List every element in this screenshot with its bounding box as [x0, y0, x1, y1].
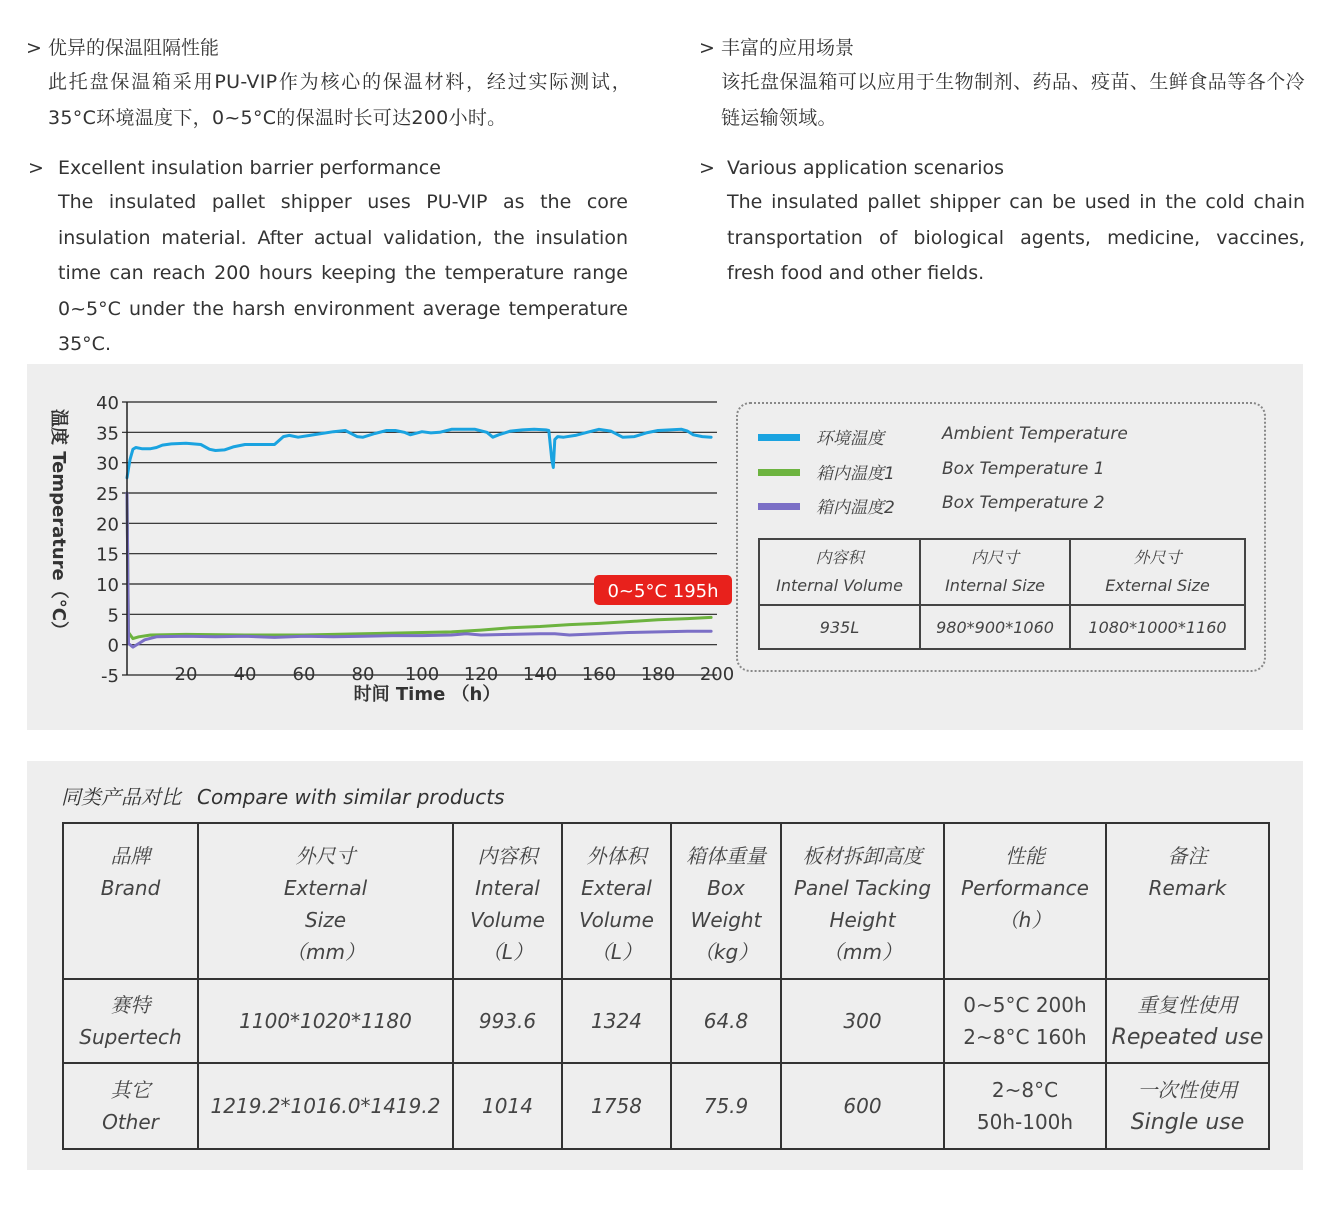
legend-label-cn: 箱内温度1: [816, 464, 895, 484]
duration-badge: [594, 575, 732, 605]
x-tick-label: 80: [351, 664, 375, 685]
series-line-1: [127, 429, 711, 478]
header-internal-volume: 内容积 Interal Volume （L）: [453, 823, 562, 979]
cell-weight: 75.9: [671, 1063, 781, 1149]
header-brand: 品牌 Brand: [63, 823, 198, 979]
feature-heading: Various application scenarios: [727, 157, 1005, 179]
feature-body: 该托盘保温箱可以应用于生物制剂、药品、疫苗、生鲜食品等各个冷链运输领域。: [721, 71, 1305, 129]
spec-external-size: 1080*1000*1160: [1070, 605, 1245, 649]
cell-weight: 64.8: [671, 979, 781, 1063]
x-tick-label: 40: [233, 664, 257, 685]
arrow-right-icon: >: [28, 157, 44, 179]
header-external-volume: 外体积 Exteral Volume （L）: [562, 823, 671, 979]
cell-performance: 0~5°C 200h 2~8°C 160h: [944, 979, 1106, 1063]
header-external-size: 外尺寸 External Size （mm）: [198, 823, 453, 979]
legend-label-en: Ambient Temperature: [942, 424, 1128, 444]
spec-internal-volume: 935L: [759, 605, 920, 649]
feature-application-cn: [699, 35, 1305, 136]
table-header-row: [63, 823, 1269, 979]
spec-header-internal-size: 内尺寸 Internal Size: [920, 539, 1070, 605]
x-tick-label: 200: [699, 664, 735, 685]
table-row: [63, 979, 1269, 1063]
arrow-right-icon: >: [26, 37, 42, 59]
cell-external-volume: 1758: [562, 1063, 671, 1149]
legend-swatch: [758, 503, 800, 510]
cell-internal-volume: 993.6: [453, 979, 562, 1063]
comparison-table: [62, 822, 1270, 1150]
cell-external-size: 1219.2*1016.0*1419.2: [198, 1063, 453, 1149]
spec-internal-size: 980*900*1060: [920, 605, 1070, 649]
spec-header-internal-volume: 内容积 Internal Volume: [759, 539, 920, 605]
feature-heading: 丰富的应用场景: [721, 37, 855, 59]
arrow-right-icon: >: [699, 37, 715, 59]
cell-brand: 赛特 Supertech: [63, 979, 198, 1063]
cell-remark: 一次性使用 Single use: [1106, 1063, 1269, 1149]
cell-brand: 其它 Other: [63, 1063, 198, 1149]
y-tick-label: -5: [101, 666, 119, 687]
series-line-2: [127, 493, 711, 639]
y-tick-label: 0: [107, 635, 119, 657]
feature-insulation-cn: [26, 35, 631, 136]
feature-body: The insulated pallet shipper can be used in the cold chain transportation of biological agents, medicine, vaccines, fresh food and other fields.: [727, 191, 1305, 284]
header-box-weight: 箱体重量 Box Weight （kg）: [671, 823, 781, 979]
header-panel-height: 板材拆卸高度 Panel Tacking Height （mm）: [781, 823, 944, 979]
cell-internal-volume: 1014: [453, 1063, 562, 1149]
header-remark: 备注 Remark: [1106, 823, 1269, 979]
cell-panel-height: 300: [781, 979, 944, 1063]
legend-box: [736, 402, 1266, 672]
feature-application-en: [699, 155, 1305, 292]
legend-label-cn: 箱内温度2: [816, 498, 895, 518]
y-tick-label: 35: [96, 423, 119, 445]
legend-label-en: Box Temperature 1: [942, 459, 1105, 479]
x-tick-label: 120: [463, 664, 499, 685]
legend-label-cn: 环境温度: [816, 429, 884, 449]
cell-external-size: 1100*1020*1180: [198, 979, 453, 1063]
table-row: [63, 1063, 1269, 1149]
y-axis-label: 温度 Temperature（°C）: [48, 409, 69, 639]
chart-panel: [27, 364, 1303, 730]
series-line-3: [127, 493, 711, 647]
x-tick-label: 180: [640, 664, 676, 685]
x-tick-label: 100: [404, 664, 440, 685]
y-tick-label: 30: [96, 453, 119, 475]
x-axis-label: 时间 Time （h）: [353, 684, 501, 705]
x-tick-label: 140: [522, 664, 558, 685]
cell-panel-height: 600: [781, 1063, 944, 1149]
temperature-chart: [27, 364, 737, 730]
spec-header-external-size: 外尺寸 External Size: [1070, 539, 1245, 605]
arrow-right-icon: >: [699, 157, 715, 179]
spec-table: [758, 538, 1246, 650]
feature-heading: Excellent insulation barrier performance: [58, 157, 441, 179]
duration-badge-text: 0~5°C 195h: [607, 581, 719, 602]
comparison-title: 同类产品对比 Compare with similar products: [61, 785, 505, 809]
feature-insulation-en: [28, 155, 628, 363]
legend-swatch: [758, 434, 800, 441]
feature-heading: 优异的保温阻隔性能: [48, 37, 220, 59]
x-tick-label: 160: [581, 664, 617, 685]
cell-remark: 重复性使用 Repeated use: [1106, 979, 1269, 1063]
legend-label-en: Box Temperature 2: [942, 493, 1105, 513]
y-tick-label: 10: [96, 575, 119, 596]
feature-body: The insulated pallet shipper uses PU-VIP as the core insulation material. After actual validation, the insulation time can reach 200 hours keeping the temperature range 0~5°C under the harsh environment average temperature 35°C.: [58, 191, 628, 355]
cell-performance: 2~8°C 50h-100h: [944, 1063, 1106, 1149]
cell-external-volume: 1324: [562, 979, 671, 1063]
y-tick-label: 5: [107, 605, 119, 627]
y-tick-label: 20: [96, 514, 119, 536]
y-tick-label: 25: [96, 484, 119, 505]
header-performance: 性能 Performance （h）: [944, 823, 1106, 979]
y-tick-label: 40: [96, 393, 119, 414]
comparison-panel: [27, 761, 1303, 1170]
x-tick-label: 20: [174, 664, 198, 685]
x-tick-label: 60: [292, 664, 316, 685]
legend-swatch: [758, 469, 800, 476]
y-tick-label: 15: [96, 544, 119, 566]
feature-body: 此托盘保温箱采用PU-VIP作为核心的保温材料，经过实际测试，35°C环境温度下，0~5°C的保温时长可达200小时。: [48, 71, 631, 129]
